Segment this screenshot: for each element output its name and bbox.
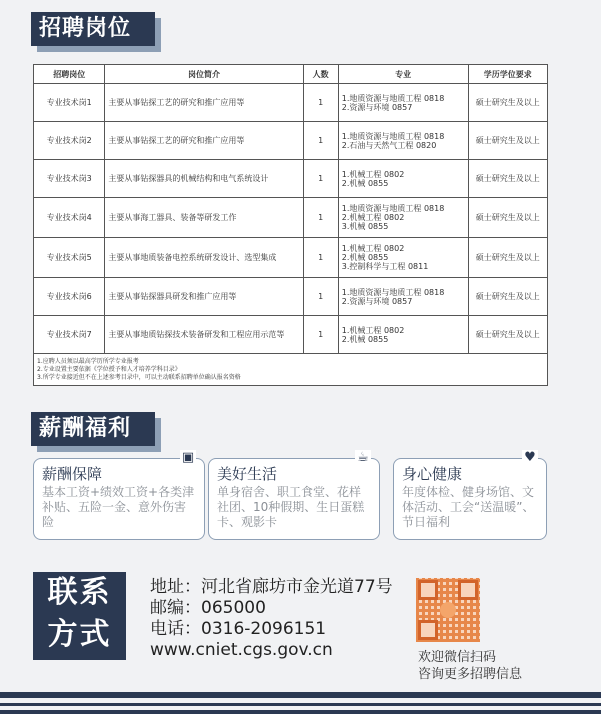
coffee-cup-icon: ☕ (355, 450, 371, 466)
benefit-card-salary (33, 450, 205, 540)
job-degree-cell: 硕士研究生及以上 (468, 238, 547, 278)
benefit-title: 美好生活 (217, 465, 278, 483)
contact-details (150, 577, 393, 661)
job-major-cell (338, 316, 468, 354)
job-major-cell (338, 238, 468, 278)
header-cell: 人数 (303, 65, 338, 84)
footer-bar (0, 703, 601, 706)
wechat-logo-icon (440, 602, 456, 618)
footer-bar (0, 692, 601, 698)
job-major-cell (338, 160, 468, 198)
job-degree-cell: 硕士研究生及以上 (468, 278, 547, 316)
major-line: 1.机械工程 0802 (341, 169, 405, 179)
table-row (34, 238, 548, 278)
benefit-card-life (208, 450, 380, 540)
contact-label-box (33, 572, 126, 660)
job-name-cell: 专业技术岗7 (34, 316, 105, 354)
job-name-cell: 专业技术岗1 (34, 84, 105, 122)
benefit-text: 单身宿舍、职工食堂、花样社团、10种假期、生日蛋糕卡、观影卡 (217, 485, 365, 529)
job-name-cell: 专业技术岗2 (34, 122, 105, 160)
contact-label-line: 联系 (47, 575, 112, 610)
major-line: 2.资源与环境 0857 (341, 296, 413, 306)
qr-finder (418, 620, 438, 640)
qr-caption-line: 咨询更多招聘信息 (418, 667, 523, 682)
job-desc-cell: 主要从事地质装备电控系统研发设计、选型集成 (105, 238, 303, 278)
job-desc-cell: 主要从事钻探工艺的研究和推广应用等 (105, 122, 303, 160)
job-desc-cell: 主要从事钻探器具的机械结构和电气系统设计 (105, 160, 303, 198)
major-line: 2.石油与天然气工程 0820 (341, 140, 437, 150)
note-line: 1.应聘人员须以最高学历所学专业报考 (37, 357, 139, 365)
job-desc-cell: 主要从事钻探工艺的研究和推广应用等 (105, 84, 303, 122)
major-line: 2.机械 0855 (341, 178, 389, 188)
section-title-benefits (31, 412, 155, 446)
section-title-text: 薪酬福利 (39, 416, 132, 441)
job-degree-cell: 硕士研究生及以上 (468, 198, 547, 238)
wallet-icon: ▣ (181, 450, 195, 465)
job-count-cell: 1 (303, 198, 338, 238)
note-line: 3.所学专业接近但不在上述参考目录中，可以主动联系招聘单位确认报名资格 (37, 373, 241, 381)
notes-cell (34, 354, 548, 386)
postcode-text: 邮编：065000 (150, 598, 266, 618)
major-line: 2.机械 0855 (341, 253, 389, 262)
header-cell: 岗位简介 (105, 65, 303, 84)
website-link[interactable]: www.cniet.cgs.gov.cn (150, 640, 333, 660)
job-count-cell: 1 (303, 122, 338, 160)
benefit-card-health (393, 450, 547, 540)
job-table (33, 64, 548, 386)
job-degree-cell: 硕士研究生及以上 (468, 160, 547, 198)
major-line: 1.地质资源与地质工程 0818 (341, 93, 445, 103)
address-text: 地址：河北省廊坊市金光道77号 (150, 577, 393, 597)
qr-finder (458, 580, 478, 600)
job-major-cell (338, 122, 468, 160)
job-name-cell: 专业技术岗3 (34, 160, 105, 198)
job-major-cell (338, 84, 468, 122)
job-count-cell: 1 (303, 84, 338, 122)
wechat-qr-code[interactable] (416, 578, 480, 642)
major-line: 2.资源与环境 0857 (341, 102, 413, 112)
major-line: 3.机械 0855 (341, 222, 389, 231)
major-line: 1.机械工程 0802 (341, 325, 405, 335)
job-count-cell: 1 (303, 238, 338, 278)
job-desc-cell: 主要从事海工器具、装备等研发工作 (105, 198, 303, 238)
job-count-cell: 1 (303, 278, 338, 316)
table-row (34, 160, 548, 198)
footer-bars (0, 692, 601, 714)
major-line: 1.地质资源与地质工程 0818 (341, 287, 445, 297)
section-title-text: 招聘岗位 (39, 16, 132, 41)
major-line: 1.机械工程 0802 (341, 244, 405, 253)
table-row (34, 198, 548, 238)
table-header-row (34, 65, 548, 84)
major-line: 1.地质资源与地质工程 0818 (341, 204, 445, 213)
note-line: 2.专业设置主要依据《学位授予和人才培养学科目录》 (37, 365, 181, 373)
job-degree-cell: 硕士研究生及以上 (468, 122, 547, 160)
major-line: 2.机械 0855 (341, 334, 389, 344)
header-cell: 学历学位要求 (468, 65, 547, 84)
footer-bar (0, 710, 601, 714)
job-desc-cell: 主要从事地质钻探技术装备研发和工程应用示范等 (105, 316, 303, 354)
job-name-cell: 专业技术岗6 (34, 278, 105, 316)
job-name-cell: 专业技术岗4 (34, 198, 105, 238)
job-count-cell: 1 (303, 316, 338, 354)
qr-caption (418, 649, 522, 683)
major-line: 1.地质资源与地质工程 0818 (341, 131, 445, 141)
major-line: 2.机械工程 0802 (341, 213, 405, 222)
table-row (34, 84, 548, 122)
major-line: 3.控制科学与工程 0811 (341, 262, 429, 271)
qr-caption-line: 欢迎微信扫码 (418, 650, 497, 665)
contact-label-line: 方式 (47, 617, 112, 652)
table-row (34, 278, 548, 316)
benefit-text: 年度体检、健身场馆、文体活动、工会“送温暖”、节日福利 (402, 485, 535, 529)
benefit-title: 薪酬保障 (42, 465, 103, 483)
table-row (34, 122, 548, 160)
section-title-jobs (31, 12, 155, 46)
job-name-cell: 专业技术岗5 (34, 238, 105, 278)
phone-text: 电话：0316-2096151 (150, 619, 327, 639)
header-cell: 专业 (338, 65, 468, 84)
job-count-cell: 1 (303, 160, 338, 198)
job-desc-cell: 主要从事钻探器具研发和推广应用等 (105, 278, 303, 316)
table-row (34, 316, 548, 354)
job-major-cell (338, 278, 468, 316)
notes-row (34, 354, 548, 386)
benefit-text: 基本工资+绩效工资+各类津补贴、五险一金、意外伤害险 (42, 485, 195, 529)
job-major-cell (338, 198, 468, 238)
benefit-title: 身心健康 (402, 465, 463, 483)
job-degree-cell: 硕士研究生及以上 (468, 316, 547, 354)
header-cell: 招聘岗位 (34, 65, 105, 84)
job-degree-cell: 硕士研究生及以上 (468, 84, 547, 122)
qr-finder (418, 580, 438, 600)
health-report-icon: ♥ (522, 450, 538, 466)
